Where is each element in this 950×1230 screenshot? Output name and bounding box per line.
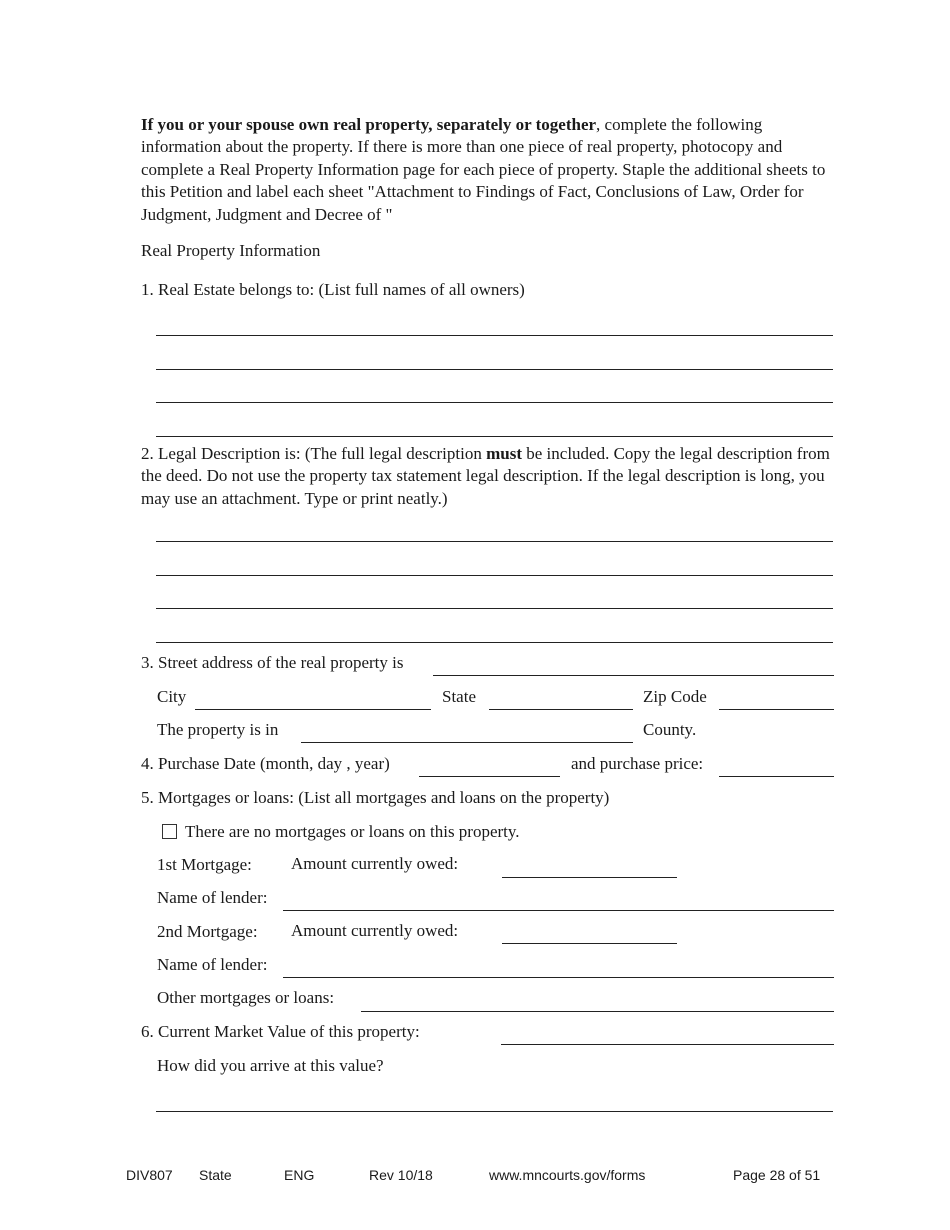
city-field[interactable]	[195, 709, 431, 710]
state-label: State	[442, 687, 476, 706]
owner-name-line-2[interactable]	[156, 369, 833, 370]
second-lender-label: Name of lender:	[157, 955, 268, 974]
q2-paragraph	[141, 443, 841, 510]
no-mortgage-label: There are no mortgages or loans on this property.	[185, 822, 520, 841]
purchase-price-label: and purchase price:	[571, 754, 704, 773]
zip-field[interactable]	[719, 709, 834, 710]
owner-name-line-3[interactable]	[156, 402, 833, 403]
q4-label: 4. Purchase Date (month, day , year)	[141, 754, 390, 773]
q3-label: 3. Street address of the real property is	[141, 653, 404, 672]
no-mortgage-checkbox[interactable]	[162, 824, 177, 839]
property-in-label: The property is in	[157, 720, 279, 739]
purchase-price-field[interactable]	[719, 776, 834, 777]
first-lender-label: Name of lender:	[157, 888, 268, 907]
second-amount-owed-label: Amount currently owed:	[291, 921, 459, 940]
value-method-field[interactable]	[156, 1111, 833, 1112]
q2-emphasis: must	[486, 444, 523, 463]
q1-label: 1. Real Estate belongs to: (List full names of all owners)	[141, 280, 525, 299]
footer-page-number: Page 28 of 51	[733, 1167, 821, 1183]
q6-label: 6. Current Market Value of this property:	[141, 1022, 420, 1041]
owner-name-line-1[interactable]	[156, 335, 833, 336]
state-field[interactable]	[489, 709, 633, 710]
value-method-label: How did you arrive at this value?	[157, 1056, 384, 1075]
county-label: County.	[643, 720, 697, 739]
other-mortgages-label: Other mortgages or loans:	[157, 988, 335, 1007]
intro-rest: , complete the following information about the property. If there is more than one piece of real property, photocopy and complete a Real Property Information page for each piece of property. Staple the additional sheets to this Petition and label each sheet "Attachment to Findings of Fact, Conclusions of Law, Order for Judgment, Judgment and Decree of "	[141, 115, 826, 224]
first-amount-owed-field[interactable]	[502, 877, 677, 878]
zip-label: Zip Code	[643, 687, 707, 706]
first-amount-owed-label: Amount currently owed:	[291, 854, 459, 873]
city-label: City	[157, 687, 187, 706]
section-title: Real Property Information	[141, 241, 321, 260]
footer-form-id: DIV807	[126, 1167, 173, 1183]
legal-description-line-3[interactable]	[156, 608, 833, 609]
first-mortgage-label: 1st Mortgage:	[157, 855, 252, 874]
first-lender-field[interactable]	[283, 910, 834, 911]
footer-revision: Rev 10/18	[369, 1167, 433, 1183]
legal-description-line-2[interactable]	[156, 575, 833, 576]
footer-state: State	[199, 1167, 232, 1183]
market-value-field[interactable]	[501, 1044, 834, 1045]
q5-label: 5. Mortgages or loans: (List all mortgages and loans on the property)	[141, 788, 610, 807]
second-amount-owed-field[interactable]	[502, 943, 677, 944]
footer-url[interactable]: www.mncourts.gov/forms	[489, 1167, 646, 1183]
second-lender-field[interactable]	[283, 977, 834, 978]
second-mortgage-label: 2nd Mortgage:	[157, 922, 258, 941]
other-mortgages-field[interactable]	[361, 1011, 834, 1012]
purchase-date-field[interactable]	[419, 776, 560, 777]
intro-bold: If you or your spouse own real property, separately or together	[141, 115, 597, 134]
q2-pre: 2. Legal Description is: (The full legal description	[141, 444, 487, 463]
legal-description-line-4[interactable]	[156, 642, 833, 643]
q2-post: be included. Copy the legal description from the deed. Do not use the property tax statement legal description. If the legal description is long, you may use an attachment. Type or print neatly.)	[141, 444, 830, 508]
owner-name-line-4[interactable]	[156, 436, 833, 437]
legal-description-line-1[interactable]	[156, 541, 833, 542]
street-address-field[interactable]	[433, 675, 834, 676]
footer-language: ENG	[284, 1167, 315, 1183]
intro-paragraph	[141, 114, 841, 226]
county-field[interactable]	[301, 742, 633, 743]
